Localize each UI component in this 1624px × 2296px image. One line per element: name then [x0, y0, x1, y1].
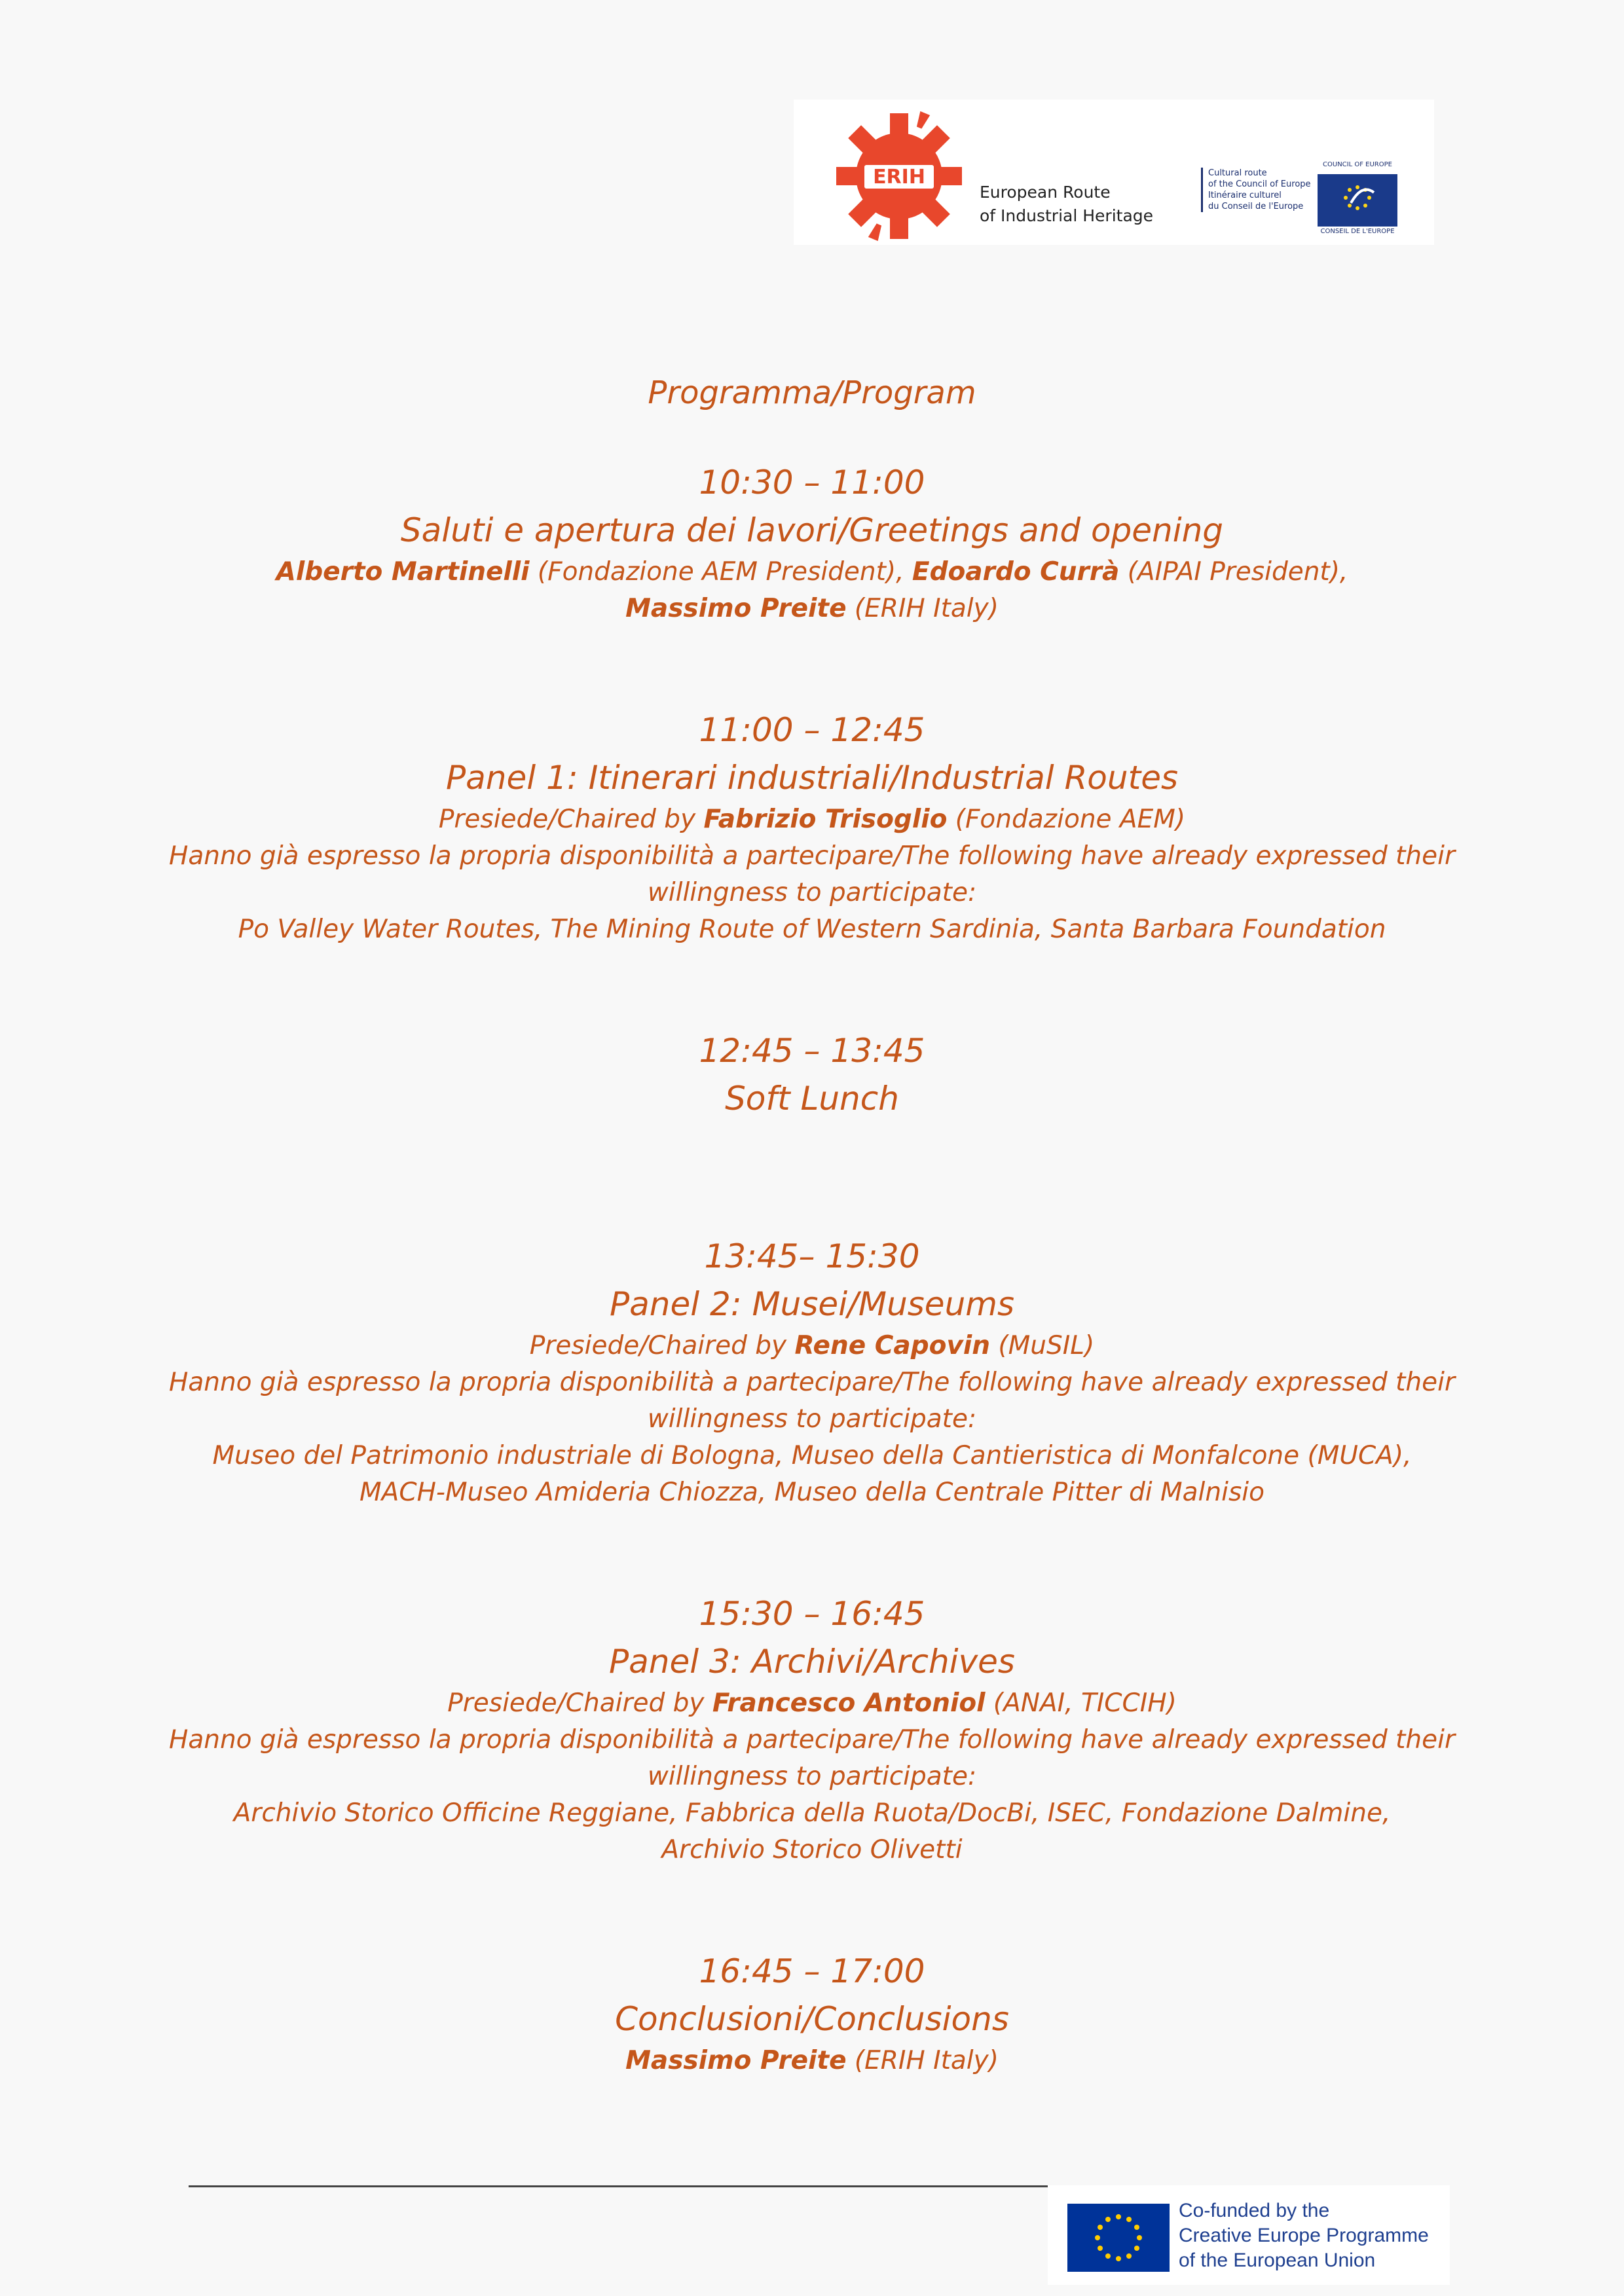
chair-org: (MuSIL): [990, 1331, 1095, 1360]
coe-bottom-label: CONSEIL DE L'EUROPE: [1320, 228, 1395, 235]
eu-cofunding-badge: [1048, 2185, 1450, 2285]
session-time: 16:45 – 17:00: [699, 1952, 925, 1990]
session-greetings: [0, 458, 1624, 627]
program-title: Programma/Program: [648, 374, 976, 411]
speaker-name: Massimo Preite: [625, 594, 847, 623]
session-title: Panel 2: Musei/Museums: [609, 1285, 1015, 1323]
session-title: Soft Lunch: [725, 1080, 899, 1118]
session-time: 15:30 – 16:45: [699, 1595, 925, 1633]
speakers-line: [0, 2043, 1624, 2079]
erih-logo-text: ERIH: [873, 166, 925, 189]
chair-org: (Fondazione AEM): [947, 805, 1186, 834]
participants-list: Po Valley Water Routes, The Mining Route of Western Sardinia, Santa Barbara Foundation: [238, 915, 1386, 944]
speakers-line: [0, 554, 1624, 591]
chair-prefix: Presiede/Chaired by: [438, 805, 704, 834]
chair-line: [0, 801, 1624, 838]
header-logos: [794, 100, 1434, 245]
participants-list: Archivio Storico Olivetti: [661, 1835, 963, 1865]
chair-name: Francesco Antoniol: [712, 1688, 986, 1718]
erih-name-line1: European Route: [980, 183, 1111, 202]
session-lunch: [0, 1027, 1624, 1122]
session-time: 11:00 – 12:45: [699, 711, 925, 749]
coe-top-label: COUNCIL OF EUROPE: [1323, 161, 1392, 168]
erih-name-line2: of Industrial Heritage: [980, 206, 1154, 225]
program-content: [0, 367, 1624, 2079]
participants-intro: Hanno già espresso la propria disponibilità a partecipare/The following have already expressed their: [169, 1725, 1455, 1755]
participants-list: MACH-Museo Amideria Chiozza, Museo della Centrale Pitter di Malnisio: [360, 1478, 1264, 1507]
participants-intro: willingness to participate:: [647, 1762, 977, 1791]
session-panel-3: [0, 1590, 1624, 1868]
session-time: 10:30 – 11:00: [699, 464, 925, 501]
participants-intro: willingness to participate:: [647, 1404, 977, 1434]
session-title: Saluti e apertura dei lavori/Greetings and opening: [400, 511, 1224, 549]
speakers-line: [0, 591, 1624, 627]
session-time: 12:45 – 13:45: [699, 1032, 925, 1070]
participants-intro: Hanno già espresso la propria disponibilità a partecipare/The following have already expressed their: [169, 841, 1455, 871]
coe-line: of the Council of Europe: [1208, 179, 1311, 189]
speaker-role: (ERIH Italy): [846, 594, 999, 623]
chair-name: Fabrizio Trisoglio: [703, 805, 948, 834]
session-title: Panel 1: Itinerari industriali/Industrial Routes: [445, 759, 1179, 797]
eu-cofunding-text: [1179, 2198, 1429, 2273]
chair-prefix: Presiede/Chaired by: [447, 1688, 712, 1718]
eu-flag-icon: [1067, 2204, 1170, 2272]
session-panel-1: [0, 706, 1624, 948]
session-time: 13:45– 15:30: [704, 1237, 920, 1275]
erih-name: [980, 181, 1153, 228]
erih-gear-logo: [830, 107, 968, 245]
session-panel-2: [0, 1232, 1624, 1511]
speaker-name: Edoardo Currà: [912, 557, 1120, 587]
session-title: Panel 3: Archivi/Archives: [609, 1643, 1015, 1681]
chair-line: [0, 1328, 1624, 1364]
participants-intro: Hanno già espresso la propria disponibilità a partecipare/The following have already expressed their: [169, 1368, 1455, 1397]
speaker-name: Alberto Martinelli: [276, 557, 530, 587]
session-title: Conclusioni/Conclusions: [615, 2000, 1009, 2038]
chair-line: [0, 1685, 1624, 1722]
chair-prefix: Presiede/Chaired by: [529, 1331, 795, 1360]
coe-line: Itinéraire culturel: [1208, 191, 1282, 200]
coe-line: Cultural route: [1208, 168, 1267, 178]
speaker-role: (ERIH Italy): [846, 2046, 999, 2075]
speaker-role: (AIPAI President),: [1119, 557, 1348, 587]
session-conclusions: [0, 1947, 1624, 2079]
coe-line: du Conseil de l'Europe: [1208, 202, 1304, 211]
participants-intro: willingness to participate:: [647, 878, 977, 907]
speaker-name: Massimo Preite: [625, 2046, 847, 2075]
eu-text-line: Creative Europe Programme: [1179, 2225, 1429, 2246]
chair-org: (ANAI, TICCIH): [985, 1688, 1177, 1718]
speaker-role: (Fondazione AEM President),: [529, 557, 912, 587]
chair-name: Rene Capovin: [794, 1331, 991, 1360]
eu-text-line: of the European Union: [1179, 2250, 1376, 2271]
participants-list: Museo del Patrimonio industriale di Bologna, Museo della Cantieristica di Monfalcone (MUCA),: [212, 1441, 1412, 1470]
eu-text-line: Co-funded by the: [1179, 2200, 1330, 2221]
coe-cultural-route-text: [1201, 168, 1311, 212]
participants-list: Archivio Storico Officine Reggiane, Fabbrica della Ruota/DocBi, ISEC, Fondazione Dalmine,: [233, 1798, 1391, 1828]
